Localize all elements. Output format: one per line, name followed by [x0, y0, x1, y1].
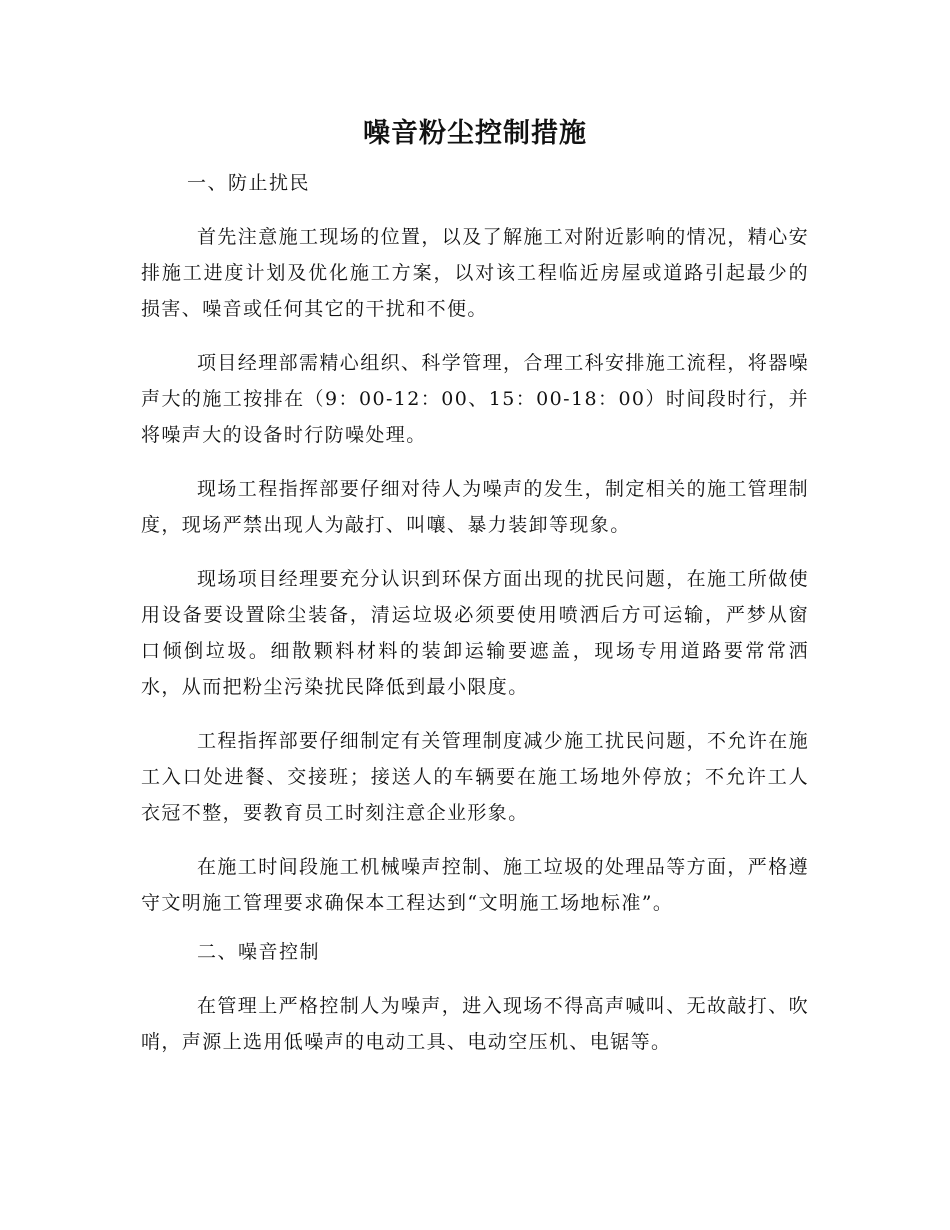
document-body: [141, 166, 809, 1060]
paragraph: 首先注意施工现场的位置，以及了解施工对附近影响的情况，精心安排施工进度计划及优化施工方案，以对该工程临近房屋或道路引起最少的损害、噪音或任何其它的干扰和不便。: [141, 226, 810, 320]
section-heading-prevent-disturbance: 一、防止扰民: [187, 172, 311, 194]
document-title: 噪音粉尘控制措施: [363, 118, 587, 149]
paragraph: 现场工程指挥部要仔细对待人为噪声的发生，制定相关的施工管理制度，现场严禁出现人为敲打、叫嚷、暴力装卸等现象。: [141, 478, 810, 536]
paragraph: 项目经理部需精心组织、科学管理，合理工科安排施工流程，将器噪声大的施工按排在（9：00-12：00、15：00-18：00）时间段时行，并将噪声大的设备时行防噪处理。: [141, 352, 810, 446]
paragraph: 现场项目经理要充分认识到环保方面出现的扰民问题，在施工所做使用设备要设置除尘装备，清运垃圾必须要使用喷洒后方可运输，严梦从窗口倾倒垃圾。细散颗料材料的装卸运输要遮盖，现场专用道路要常常洒水，从而把粉尘污染扰民降低到最小限度。: [141, 568, 810, 698]
paragraph: 在施工时间段施工机械噪声控制、施工垃圾的处理品等方面，严格遵守文明施工管理要求确保本工程达到“文明施工场地标准”。: [141, 856, 810, 914]
paragraph: 工程指挥部要仔细制定有关管理制度减少施工扰民问题，不允许在施工入口处进餐、交接班；接送人的车辆要在施工场地外停放；不允许工人衣冠不整，要教育员工时刻注意企业形象。: [141, 730, 810, 824]
section-heading-noise-control: 二、噪音控制: [197, 941, 321, 963]
paragraph: 在管理上严格控制人为噪声，进入现场不得高声喊叫、无故敲打、吹哨，声源上选用低噪声的电动工具、电动空压机、电锯等。: [141, 995, 810, 1053]
